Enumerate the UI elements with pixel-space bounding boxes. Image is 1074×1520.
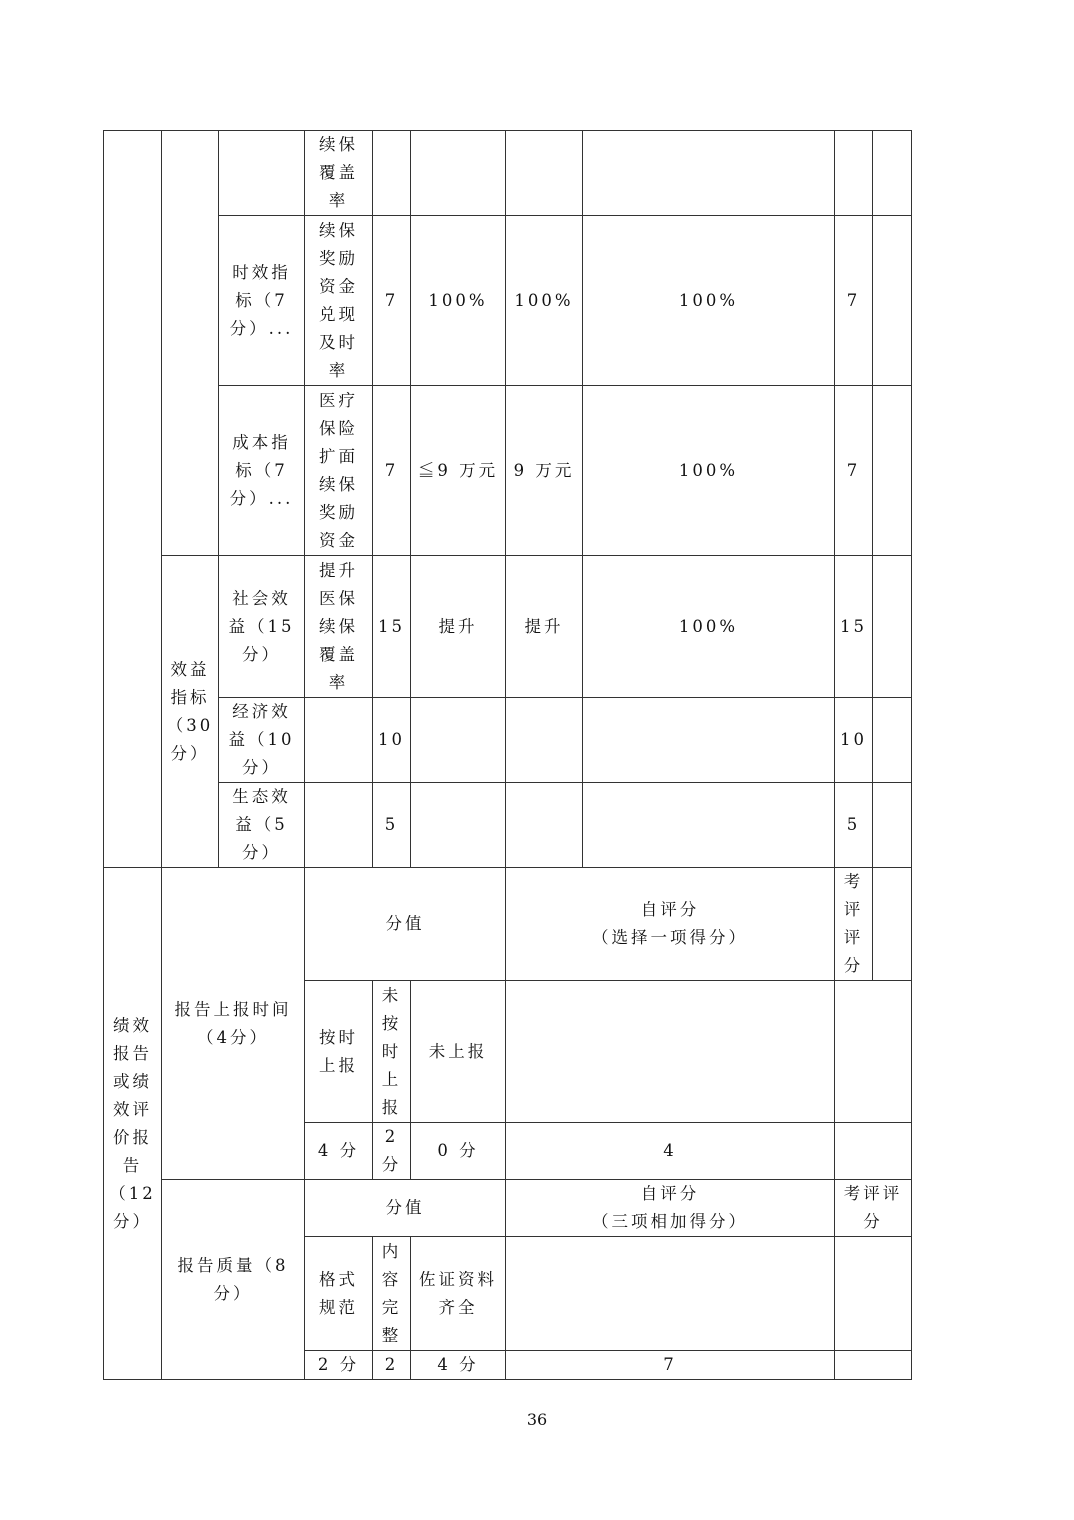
- target-cell: [411, 783, 506, 868]
- evaluation-table: [103, 130, 912, 1380]
- indicator-name-cell: [305, 783, 373, 868]
- score-cell: [835, 131, 873, 216]
- rate-cell: [583, 698, 835, 783]
- sub-indicator-cell: 社会效 益（15 分）: [219, 556, 305, 698]
- indicator-name-cell: 续保 覆盖 率: [305, 131, 373, 216]
- target-cell: 100%: [411, 216, 506, 386]
- table-row: [104, 698, 912, 783]
- note-cell: [873, 131, 912, 216]
- sub-indicator-cell: 时效指 标（7 分）...: [219, 216, 305, 386]
- sub-indicator-cell: 经济效 益（10 分）: [219, 698, 305, 783]
- table-row: [104, 783, 912, 868]
- report-quality-label: 报告质量（8 分）: [162, 1180, 305, 1380]
- table-row: [104, 131, 912, 216]
- actual-cell: 9 万元: [506, 386, 583, 556]
- table-row: [104, 1180, 912, 1237]
- score-cell: 7: [835, 386, 873, 556]
- sub-indicator-cell: [219, 131, 305, 216]
- actual-cell: 提升: [506, 556, 583, 698]
- rate-cell: 100%: [583, 556, 835, 698]
- score-cell: 15: [835, 556, 873, 698]
- evaluation-table-wrapper: [103, 130, 912, 1380]
- report-quality-value-header: 分值: [305, 1180, 506, 1237]
- score-cell: 7: [835, 216, 873, 386]
- report-time-review-header: 考 评 评 分: [835, 868, 873, 981]
- report-quality-self-score: 7: [506, 1351, 835, 1380]
- report-quality-review-blank: [835, 1237, 912, 1351]
- rate-cell: [583, 783, 835, 868]
- output-indicator-category-cell: [162, 131, 219, 556]
- report-time-option-late: 未 按 时 上 报: [373, 981, 411, 1123]
- note-cell: [873, 783, 912, 868]
- sub-indicator-cell: 生态效 益（5 分）: [219, 783, 305, 868]
- actual-cell: 100%: [506, 216, 583, 386]
- report-quality-option-format: 格式 规范: [305, 1237, 373, 1351]
- report-time-points-late: 2 分: [373, 1123, 411, 1180]
- target-cell: 提升: [411, 556, 506, 698]
- report-quality-points-content: 2: [373, 1351, 411, 1380]
- report-time-points-on-time: 4 分: [305, 1123, 373, 1180]
- rate-cell: 100%: [583, 216, 835, 386]
- report-quality-option-content: 内 容 完 整: [373, 1237, 411, 1351]
- actual-cell: [506, 131, 583, 216]
- report-time-self-score-blank: [506, 981, 835, 1123]
- score-cell: 10: [835, 698, 873, 783]
- note-cell: [873, 216, 912, 386]
- benefit-category-cell: 效益 指标 （30 分）: [162, 556, 219, 868]
- weight-cell: 7: [373, 386, 411, 556]
- report-quality-option-evidence: 佐证资料 齐全: [411, 1237, 506, 1351]
- indicator-name-cell: 续保 奖励 资金 兑现 及时 率: [305, 216, 373, 386]
- target-cell: ≦9 万元: [411, 386, 506, 556]
- rate-cell: 100%: [583, 386, 835, 556]
- sub-indicator-cell: 成本指 标（7 分）...: [219, 386, 305, 556]
- report-section-label: 绩效 报告 或绩 效评 价报 告 （12 分）: [104, 868, 162, 1380]
- report-time-option-on-time: 按时 上报: [305, 981, 373, 1123]
- rate-cell: [583, 131, 835, 216]
- actual-cell: [506, 783, 583, 868]
- note-cell: [873, 698, 912, 783]
- weight-cell: 10: [373, 698, 411, 783]
- report-time-self-header: 自评分 （选择一项得分）: [506, 868, 835, 981]
- weight-cell: 5: [373, 783, 411, 868]
- indicator-name-cell: [305, 698, 373, 783]
- table-row: [104, 386, 912, 556]
- score-cell: 5: [835, 783, 873, 868]
- report-time-review-score: [835, 1123, 912, 1180]
- note-cell: [873, 868, 912, 981]
- note-cell: [873, 556, 912, 698]
- page-number: 36: [526, 1410, 548, 1429]
- report-quality-points-evidence: 4 分: [411, 1351, 506, 1380]
- target-cell: [411, 131, 506, 216]
- report-time-points-not-reported: 0 分: [411, 1123, 506, 1180]
- report-time-review-blank: [835, 981, 912, 1123]
- table-row: [104, 556, 912, 698]
- weight-cell: 15: [373, 556, 411, 698]
- report-time-option-not-reported: 未上报: [411, 981, 506, 1123]
- weight-cell: 7: [373, 216, 411, 386]
- report-quality-self-score-blank: [506, 1237, 835, 1351]
- report-time-value-header: 分值: [305, 868, 506, 981]
- table-row: [104, 868, 912, 981]
- table-row: [104, 216, 912, 386]
- left-category-cell: [104, 131, 162, 868]
- report-quality-self-header: 自评分 （三项相加得分）: [506, 1180, 835, 1237]
- target-cell: [411, 698, 506, 783]
- report-quality-points-format: 2 分: [305, 1351, 373, 1380]
- report-time-label: 报告上报时间 （4分）: [162, 868, 305, 1180]
- report-quality-review-header: 考评评 分: [835, 1180, 912, 1237]
- report-quality-review-score: [835, 1351, 912, 1380]
- weight-cell: [373, 131, 411, 216]
- note-cell: [873, 386, 912, 556]
- actual-cell: [506, 698, 583, 783]
- indicator-name-cell: 提升 医保 续保 覆盖 率: [305, 556, 373, 698]
- indicator-name-cell: 医疗 保险 扩面 续保 奖励 资金: [305, 386, 373, 556]
- report-time-self-score: 4: [506, 1123, 835, 1180]
